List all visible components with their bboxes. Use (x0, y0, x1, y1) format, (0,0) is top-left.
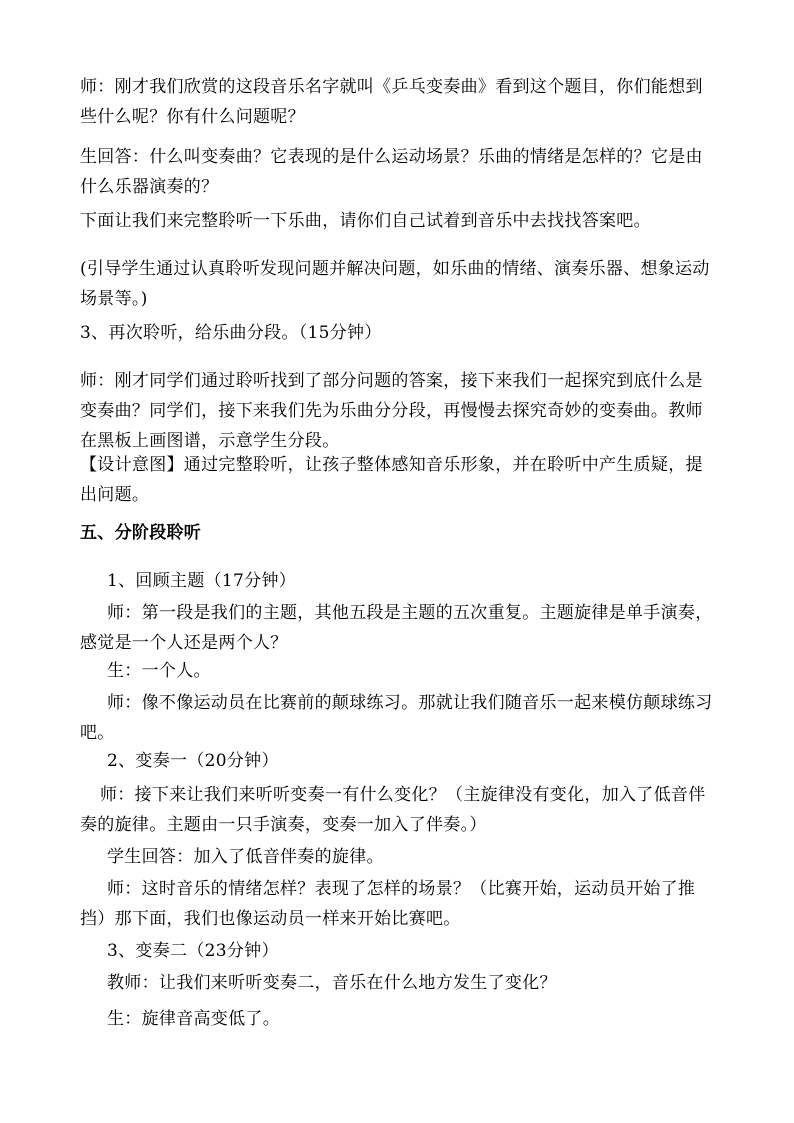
paragraph-design-intent: 【设计意图】通过完整聆听，让孩子整体感知音乐形象，并在聆听中产生质疑，提出问题。 (80, 455, 703, 505)
paragraph-variation-2: 3、变奏二（23分钟） (107, 941, 279, 961)
paragraph-teacher-practice: 师：像不像运动员在比赛前的颠球练习。那就让我们随音乐一起来模仿颠球练习吧。 (80, 693, 713, 743)
section-heading: 五、分阶段聆听 (80, 523, 202, 543)
paragraph-listen-instruction: 下面让我们来完整聆听一下乐曲，请你们自己试着到音乐中去找找答案吧。 (80, 211, 651, 231)
paragraph-student-reply-2: 学生回答：加入了低音伴奏的旋律。 (107, 847, 384, 867)
paragraph-guide-note: (引导学生通过认真聆听发现问题并解决问题，如乐曲的情绪、演奏乐器、想象运动场景等。) (80, 259, 710, 309)
paragraph-variation-1: 2、变奏一（20分钟） (107, 751, 279, 771)
paragraph-step-3: 3、再次聆听，给乐曲分段。（15分钟） (80, 323, 382, 343)
paragraph-teacher-question: 师：刚才我们欣赏的这段音乐名字就叫《乒乓变奏曲》看到这个题目，你们能想到些什么呢？你有什么问题呢？ (80, 77, 703, 127)
paragraph-variation-1-question: 师：接下来让我们来听听变奏一有什么变化？（主旋律没有变化，加入了低音伴奏的旋律。主题由一只手演奏，变奏一加入了伴奏。） (80, 785, 706, 835)
paragraph-theme-question: 师：第一段是我们的主题，其他五段是主题的五次重复。主题旋律是单手演奏，感觉是一个人还是两个人？ (80, 603, 713, 653)
paragraph-student-reply-3: 生：旋律音高变低了。 (107, 1009, 280, 1029)
paragraph-teacher-explain: 师：刚才同学们通过聆听找到了部分问题的答案，接下来我们一起探究到底什么是变奏曲？同学们，接下来我们先为乐曲分分段，再慢慢去探究奇妙的变奏曲。教师在黑板上画图谱，示意学生分段。 (80, 371, 703, 451)
paragraph-review-theme: 1、回顾主题（17分钟） (107, 571, 297, 591)
paragraph-variation-2-question: 教师：让我们来听听变奏二，音乐在什么地方发生了变化？ (107, 973, 557, 993)
paragraph-student-reply-1: 生：一个人。 (107, 661, 211, 681)
paragraph-student-answer: 生回答：什么叫变奏曲？它表现的是什么运动场景？乐曲的情绪是怎样的？它是由什么乐器演奏的？ (80, 147, 703, 197)
paragraph-teacher-mood: 师：这时音乐的情绪怎样？表现了怎样的场景？（比赛开始，运动员开始了推挡）那下面，我们也像运动员一样来开始比赛吧。 (80, 879, 696, 929)
